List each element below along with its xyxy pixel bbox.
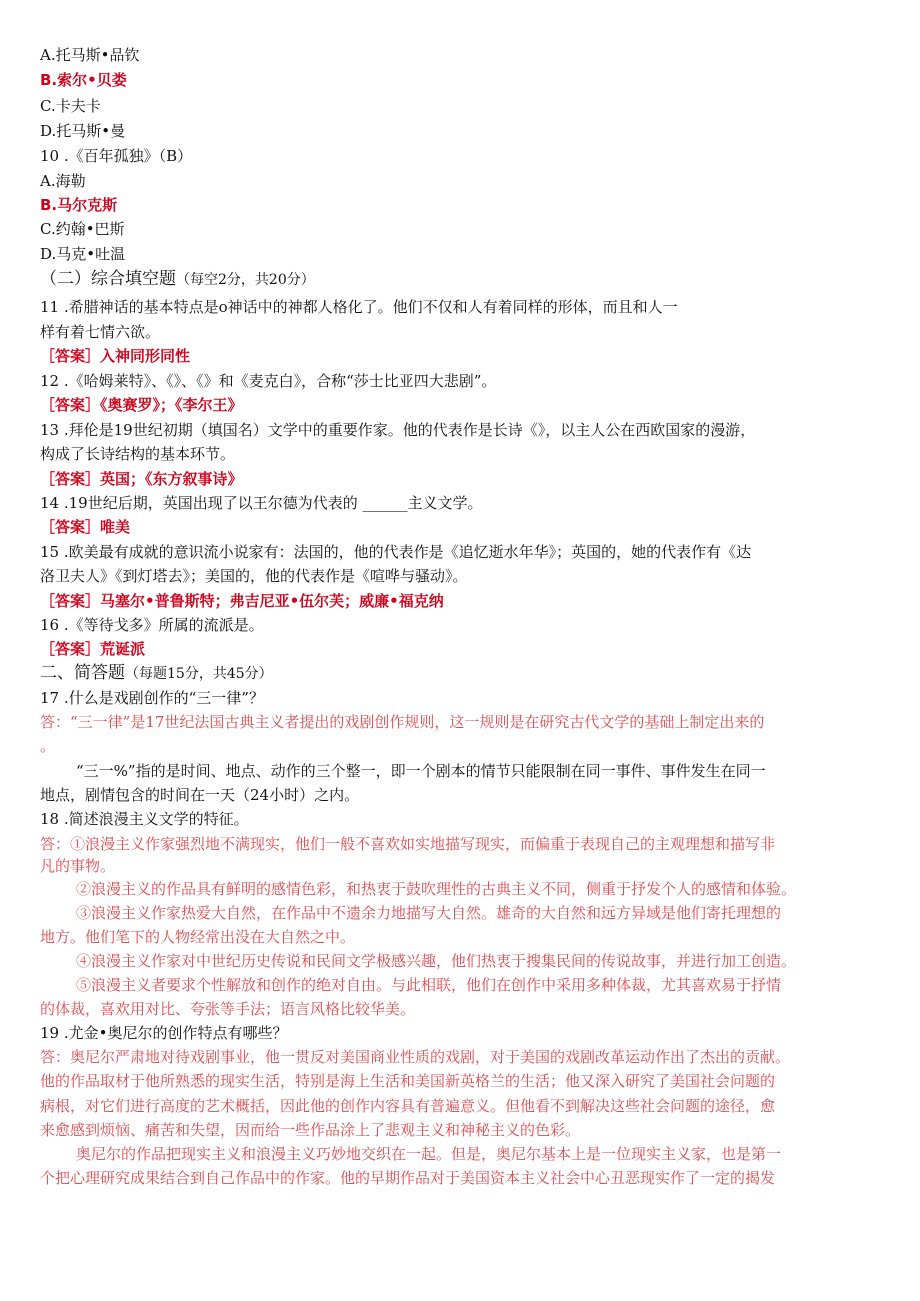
text-line (40, 444, 235, 464)
text-line (40, 1023, 287, 1043)
line-text: 答：①浪漫主义作家强烈地不满现实，他们一般不喜欢如实地描写现实，而偏重于表现自己的主观理想和描写非 (40, 835, 776, 853)
line-text: 构成了长诗结构的基本环节。 (40, 445, 236, 463)
line-text: ④浪漫主义作家对中世纪历史传说和民间文学极感兴趣，他们热衷于搜集民间的传说故事，并进行加工创造。 (76, 952, 797, 970)
text-line (40, 96, 101, 116)
answer-line (40, 346, 190, 366)
line-text: 15 .欧美最有成就的意识流小说家有：法国的，他的代表作是《追忆逝水年华》；英国的，她的代表作有《达 (40, 543, 752, 561)
answer-text-line (40, 1120, 580, 1140)
text-line (40, 493, 482, 513)
line-text: 地方。他们笔下的人物经常出没在大自然之中。 (40, 928, 356, 946)
line-text: （二）综合填空题 (40, 269, 176, 289)
answer-text-line (40, 1047, 790, 1067)
answer-line (40, 591, 444, 611)
answer-line (40, 395, 243, 415)
line-text: 个把心理研究成果结合到自己作品中的作家。他的早期作品对于美国资本主义社会中心丑恶现实作了一定的揭发 (40, 1169, 776, 1187)
answer-text-line (40, 927, 355, 947)
line-text: 17 .什么是戏剧创作的“三一律”？ (40, 689, 264, 707)
line-text: D.马克•吐温 (40, 245, 126, 263)
text-line (40, 542, 751, 562)
line-text: ②浪漫主义的作品具有鲜明的感情色彩，和热衷于鼓吹理性的古典主义不同，侧重于抒发个人的感情和体验。 (76, 880, 797, 898)
line-text: 二、简答题 (40, 663, 125, 683)
line-text: 19 .尤金•奥尼尔的创作特点有哪些？ (40, 1024, 288, 1042)
answer-text-line (76, 951, 796, 971)
line-text: 答：奥尼尔严肃地对待戏剧事业，他一贯反对美国商业性质的戏剧，对于美国的戏剧改革运动作出了杰出的贡献。 (40, 1048, 791, 1066)
line-text: A.海勒 (40, 172, 86, 190)
text-line (40, 322, 160, 342)
answer-text-line (40, 1096, 775, 1116)
answer-text-line (76, 975, 781, 995)
answer-text-line (40, 712, 764, 732)
line-text: 来愈感到烦恼、痛苦和失望，因而给一些作品涂上了悲观主义和神秘主义的色彩。 (40, 1121, 581, 1139)
answer-text-line (40, 1071, 775, 1091)
line-text: ［答案］入神同形同性 (40, 347, 191, 365)
text-line (40, 244, 125, 264)
line-text: B.索尔•贝娄 (40, 71, 127, 89)
line-text: 13 .拜伦是19世纪初期（填国名）文学中的重要作家。他的代表作是长诗《》，以主人公在西欧国家的漫游， (40, 421, 756, 439)
answer-text-line (40, 834, 775, 854)
line-text: 洛卫夫人》《到灯塔去》；美国的，他的代表作是《喧哗与骚动》。 (40, 567, 468, 585)
line-text: ［答案］唯美 (40, 518, 131, 536)
line-text: ［答案］《奥赛罗》；《李尔王》 (40, 396, 243, 414)
line-text: 14 .19世纪后期，英国出现了以王尔德为代表的 ______主义文学。 (40, 494, 483, 512)
answer-text-line (40, 1168, 775, 1188)
line-text: 答：“三一律”是17世纪法国古典主义者提出的戏剧创作规则，这一规则是在研究古代文学的基础上制定出来的 (40, 713, 765, 731)
answer-line (40, 639, 145, 659)
answer-line (40, 70, 127, 90)
text-line (40, 688, 264, 708)
answer-text-line (76, 1144, 781, 1164)
answer-text-line (76, 879, 796, 899)
answer-text-line (40, 999, 415, 1019)
text-line (40, 566, 468, 586)
line-text: ⑤浪漫主义者要求个性解放和创作的绝对自由。与此相联，他们在创作中采用多种体裁，尤其喜欢易于抒情 (76, 976, 782, 994)
line-text: 12 .《哈姆莱特》、《》、《》和《麦克白》，合称“莎士比亚四大悲剧”。 (40, 372, 497, 390)
line-text: 16 .《等待戈多》所属的流派是。 (40, 616, 264, 634)
section-heading (40, 269, 315, 290)
text-line (40, 146, 192, 166)
line-text: C.卡夫卡 (40, 97, 101, 115)
line-text: ［答案］马塞尔•普鲁斯特；弗吉尼亚•伍尔芙；威廉•福克纳 (40, 592, 444, 610)
text-line (40, 615, 264, 635)
text-line (76, 761, 766, 781)
line-text: 病根，对它们进行高度的艺术概括，因此他的创作内容具有普遍意义。但他看不到解决这些社会问题的途径，愈 (40, 1097, 776, 1115)
text-line (40, 371, 496, 391)
line-text: 奥尼尔的作品把现实主义和浪漫主义巧妙地交织在一起。但是，奥尼尔基本上是一位现实主义家，也是第一 (76, 1145, 782, 1163)
text-line (40, 45, 139, 65)
line-text: C.约翰•巴斯 (40, 220, 125, 238)
text-line (40, 785, 359, 805)
text-line (40, 171, 86, 191)
section-score-note: （每空2分，共20分） (176, 272, 315, 288)
line-text: 他的作品取材于他所熟悉的现实生活，特别是海上生活和美国新英格兰的生活；他又深入研究了美国社会问题的 (40, 1072, 776, 1090)
line-text: 18 .简述浪漫主义文学的特征。 (40, 810, 249, 828)
answer-line (40, 195, 117, 215)
section-heading (40, 663, 273, 684)
text-line (40, 219, 125, 239)
line-text: D.托马斯•曼 (40, 122, 126, 140)
line-text: 。 (40, 737, 56, 755)
line-text: 的体裁，喜欢用对比、夸张等手法；语言风格比较华美。 (40, 1000, 416, 1018)
line-text: ［答案］荒诞派 (40, 640, 146, 658)
text-line (40, 121, 125, 141)
line-text: “三一%”指的是时间、地点、动作的三个整一，即一个剧本的情节只能限制在同一事件、事件发生在同一 (76, 762, 766, 780)
line-text: ［答案］英国；《东方叙事诗》 (40, 470, 243, 488)
line-text: 样有着七情六欲。 (40, 323, 161, 341)
line-text: 11 .希腊神话的基本特点是o神话中的神都人格化了。他们不仅和人有着同样的形体，而且和人一 (40, 298, 678, 316)
answer-line (40, 517, 130, 537)
text-line (40, 297, 678, 317)
line-text: ③浪漫主义作家热爱大自然，在作品中不遗余力地描写大自然。雄奇的大自然和远方异域是他们寄托理想的 (76, 904, 782, 922)
line-text: 地点，剧情包含的时间在一天（24小时）之内。 (40, 786, 360, 804)
line-text: 10 .《百年孤独》（B） (40, 147, 193, 165)
answer-line (40, 469, 243, 489)
text-line (40, 420, 755, 440)
answer-text-line (76, 903, 781, 923)
text-line (40, 809, 249, 829)
section-score-note: （每题15分，共45分） (125, 666, 273, 682)
line-text: A.托马斯•品钦 (40, 46, 140, 64)
line-text: B.马尔克斯 (40, 196, 118, 214)
answer-text-line (40, 736, 55, 756)
answer-text-line (40, 856, 115, 876)
line-text: 凡的事物。 (40, 857, 116, 875)
